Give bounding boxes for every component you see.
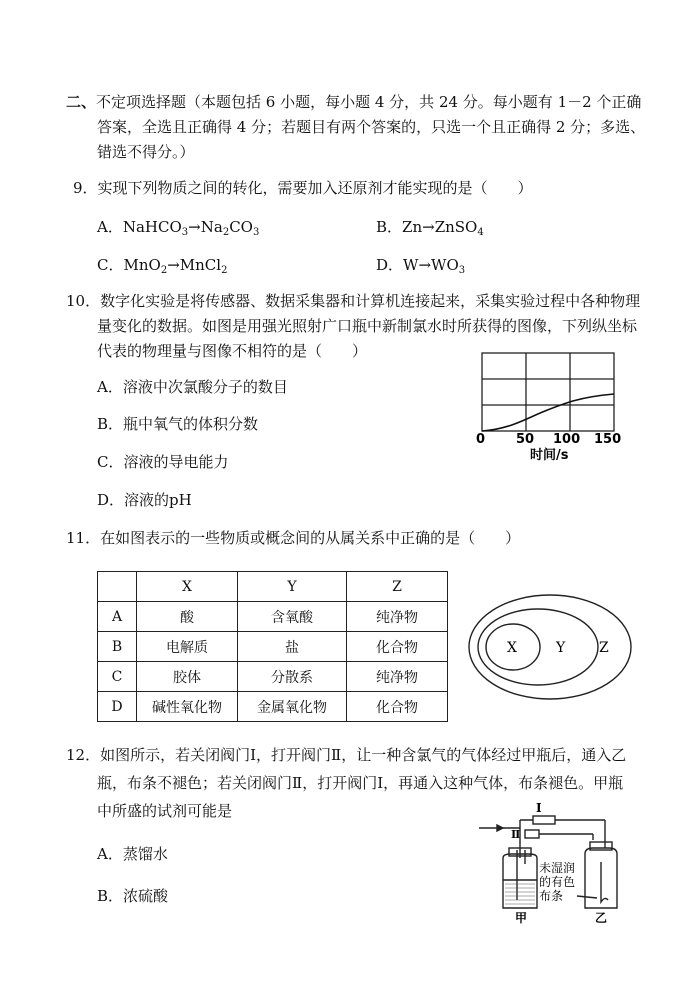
question-10-stem: 10．数字化实验是将传感器、数据采集器和计算机连接起来，采集实验过程中各种物理 xyxy=(66,292,641,310)
cloth-label-line3: 布条 xyxy=(539,889,564,903)
q12-option-a: A．蒸馏水 xyxy=(97,845,168,863)
section-heading xyxy=(66,91,641,113)
question-number: 11． xyxy=(66,529,101,547)
valve-1-icon xyxy=(533,816,555,824)
q12-apparatus-diagram xyxy=(475,800,633,928)
section-heading-line3: 错选不得分。） xyxy=(97,143,195,161)
q11-venn-diagram xyxy=(466,592,634,702)
question-11-stem: 11．在如图表示的一些物质或概念间的从属关系中正确的是（ ） xyxy=(66,529,521,547)
bottle-b-stopper xyxy=(590,842,612,850)
section-prefix: 二、 xyxy=(66,93,97,111)
x-tick-50: 50 xyxy=(516,432,535,447)
cloth-label-line2: 的有色 xyxy=(539,875,576,889)
q9-option-c: C．MnO$_2$→MnCl$_2$ xyxy=(97,256,228,276)
q10-option-c: C．溶液的导电能力 xyxy=(97,453,229,471)
venn-label-x: X xyxy=(507,640,517,656)
q12-stem-line3: 中所盛的试剂可能是 xyxy=(97,802,233,820)
x-tick-0: 0 xyxy=(476,432,486,447)
q10-option-d: D．溶液的pH xyxy=(97,491,192,509)
q11-table xyxy=(97,571,448,722)
valve-1-label: Ⅰ xyxy=(536,801,542,815)
valve-2-icon xyxy=(525,830,539,838)
cloth-strip-icon xyxy=(601,862,608,902)
bottle-b-label: 乙 xyxy=(595,911,608,925)
venn-label-z: Z xyxy=(599,640,609,656)
q10-option-b: B．瓶中氧气的体积分数 xyxy=(97,415,259,433)
question-number: 9． xyxy=(73,179,98,197)
bottle-a-label: 甲 xyxy=(515,911,528,925)
q12-option-b: B．浓硫酸 xyxy=(97,887,169,905)
table-row: B 电解质 盐 化合物 xyxy=(98,632,448,662)
section-heading-line1: 不定项选择题（本题包括 6 小题，每小题 4 分，共 24 分。每小题有 1－2 个正确 xyxy=(96,93,642,111)
table-row: D 碱性氧化物 金属氧化物 化合物 xyxy=(98,692,448,722)
table-row: A 酸 含氧酸 纯净物 xyxy=(98,602,448,632)
cloth-label-line1: 未湿润 xyxy=(539,861,576,875)
q9-option-b: B．Zn→ZnSO$_4$ xyxy=(376,218,484,238)
graph-frame xyxy=(482,353,614,431)
question-number: 10． xyxy=(66,292,101,310)
question-12-stem: 12．如图所示，若关闭阀门Ⅰ，打开阀门Ⅱ，让一种含氯气的气体经过甲瓶后，通入乙 xyxy=(66,746,627,764)
table-header-row: X Y Z xyxy=(98,572,448,602)
x-axis-label: 时间/s xyxy=(530,448,569,463)
table-row: C 胶体 分散系 纯净物 xyxy=(98,662,448,692)
q10-stem-line3: 代表的物理量与图像不相符的是（ ） xyxy=(97,342,368,360)
question-9-stem: 9．实现下列物质之间的转化，需要加入还原剂才能实现的是（ ） xyxy=(73,179,533,197)
q10-graph xyxy=(470,345,630,465)
venn-label-y: Y xyxy=(556,640,566,656)
q10-stem-line2: 量变化的数据。如图是用强光照射广口瓶中新制氯水时所获得的图像，下列纵坐标 xyxy=(97,317,638,335)
q12-stem-line2: 瓶，布条不褪色；若关闭阀门Ⅱ，打开阀门Ⅰ，再通入这种气体，布条褪色。甲瓶 xyxy=(97,774,624,792)
question-number: 12． xyxy=(66,746,101,764)
x-tick-100: 100 xyxy=(553,432,581,447)
q9-option-d: D．$W\to WO_3$ xyxy=(376,256,466,276)
ellipse-y xyxy=(478,609,598,685)
graph-grid xyxy=(482,353,614,431)
q10-option-a: A．溶液中次氯酸分子的数目 xyxy=(97,378,288,396)
x-tick-150: 150 xyxy=(594,432,622,447)
graph-curve xyxy=(482,394,614,431)
valve-2-label: Ⅱ xyxy=(511,828,521,841)
q9-option-a: A．$NaHCO_3\to Na_2CO_3$ xyxy=(97,218,260,238)
section-heading-line2: 答案，全选且正确得 4 分；若题目有两个答案的，只选一个且正确得 2 分；多选、 xyxy=(97,118,646,136)
